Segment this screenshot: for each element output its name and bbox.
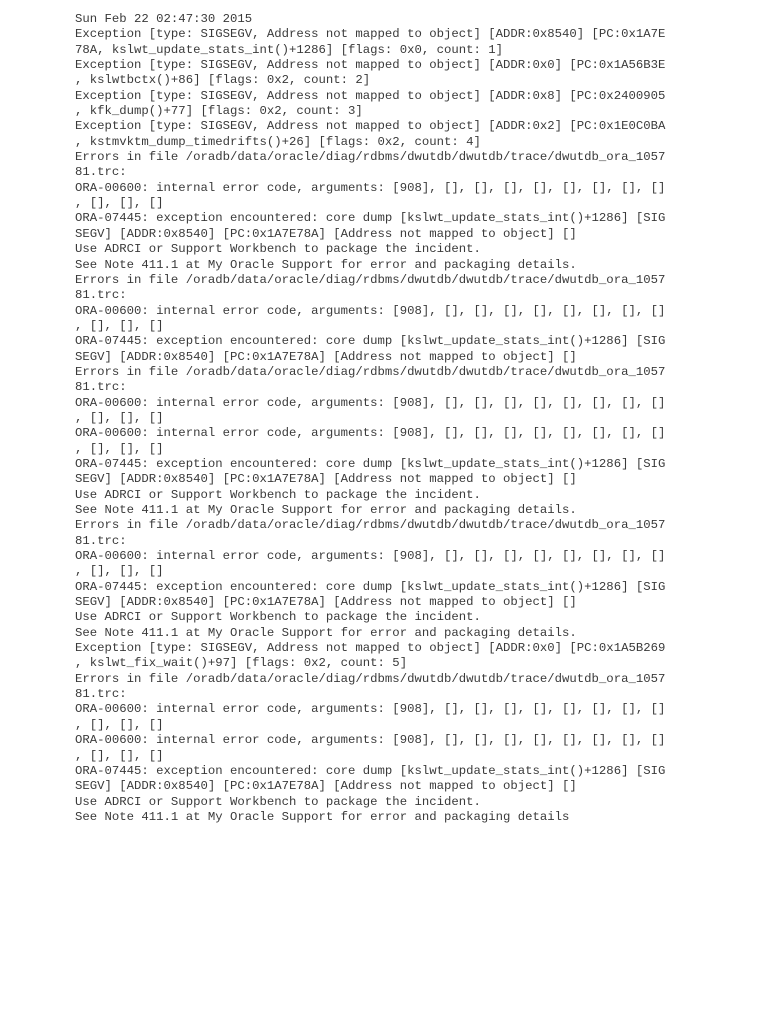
log-line: , kslwt_fix_wait()+97] [flags: 0x2, count: 5] xyxy=(75,656,408,671)
log-line: Errors in file /oradb/data/oracle/diag/rdbms/dwutdb/dwutdb/trace/dwutdb_ora_1057 xyxy=(75,518,666,533)
log-line: SEGV] [ADDR:0x8540] [PC:0x1A7E78A] [Address not mapped to object] [] xyxy=(75,226,577,241)
log-line: ORA-07445: exception encountered: core dump [kslwt_update_stats_int()+1286] [SIG xyxy=(75,579,666,594)
log-line: SEGV] [ADDR:0x8540] [PC:0x1A7E78A] [Address not mapped to object] [] xyxy=(75,779,577,794)
log-line: ORA-00600: internal error code, arguments: [908], [], [], [], [], [], [], [], [] xyxy=(75,395,666,410)
log-line: 81.trc: xyxy=(75,165,127,180)
log-line: ORA-07445: exception encountered: core dump [kslwt_update_stats_int()+1286] [SIG xyxy=(75,456,666,471)
log-line: 78A, kslwt_update_stats_int()+1286] [flags: 0x0, count: 1] xyxy=(75,42,504,57)
log-line: , [], [], [] xyxy=(75,717,164,732)
log-line: 81.trc: xyxy=(75,380,127,395)
log-line: Use ADRCI or Support Workbench to package the incident. xyxy=(75,487,481,502)
log-line: See Note 411.1 at My Oracle Support for error and packaging details. xyxy=(75,503,577,517)
log-line: , [], [], [] xyxy=(75,748,164,763)
log-line: See Note 411.1 at My Oracle Support for error and packaging details xyxy=(75,809,570,824)
log-line: , [], [], [] xyxy=(75,441,164,456)
log-line: 81.trc: xyxy=(75,533,127,548)
log-line: Exception [type: SIGSEGV, Address not mapped to object] [ADDR:0x2] [PC:0x1E0C0BA xyxy=(75,119,666,134)
log-line: ORA-07445: exception encountered: core dump [kslwt_update_stats_int()+1286] [SIG xyxy=(75,763,666,778)
log-line: , [], [], [] xyxy=(75,318,164,333)
log-line: See Note 411.1 at My Oracle Support for error and packaging details. xyxy=(75,257,577,272)
log-line: ORA-00600: internal error code, arguments: [908], [], [], [], [], [], [], [], [] xyxy=(75,426,666,441)
log-line: Errors in file /oradb/data/oracle/diag/rdbms/dwutdb/dwutdb/trace/dwutdb_ora_1057 xyxy=(75,272,666,287)
log-line: Exception [type: SIGSEGV, Address not mapped to object] [ADDR:0x0] [PC:0x1A5B269 xyxy=(75,641,666,656)
log-line: , kslwtbctx()+86] [flags: 0x2, count: 2] xyxy=(75,73,371,88)
log-line: SEGV] [ADDR:0x8540] [PC:0x1A7E78A] [Address not mapped to object] [] xyxy=(75,595,577,610)
log-line: SEGV] [ADDR:0x8540] [PC:0x1A7E78A] [Address not mapped to object] [] xyxy=(75,349,577,364)
log-line: ORA-00600: internal error code, arguments: [908], [], [], [], [], [], [], [], [] xyxy=(75,180,666,195)
log-line: Errors in file /oradb/data/oracle/diag/rdbms/dwutdb/dwutdb/trace/dwutdb_ora_1057 xyxy=(75,671,666,686)
log-line: Exception [type: SIGSEGV, Address not mapped to object] [ADDR:0x8] [PC:0x2400905 xyxy=(75,88,666,103)
log-line: , kfk_dump()+77] [flags: 0x2, count: 3] xyxy=(75,104,363,119)
log-line: ORA-00600: internal error code, arguments: [908], [], [], [], [], [], [], [], [] xyxy=(75,549,666,564)
log-line: Exception [type: SIGSEGV, Address not mapped to object] [ADDR:0x0] [PC:0x1A56B3E xyxy=(75,58,666,73)
log-line: See Note 411.1 at My Oracle Support for error and packaging details. xyxy=(75,625,577,640)
log-line: Sun Feb 22 02:47:30 2015 xyxy=(75,12,253,26)
log-line: , kstmvktm_dump_timedrifts()+26] [flags: 0x2, count: 4] xyxy=(75,134,481,149)
log-line: ORA-00600: internal error code, arguments: [908], [], [], [], [], [], [], [], [] xyxy=(75,733,666,748)
log-line: Use ADRCI or Support Workbench to package the incident. xyxy=(75,242,481,257)
log-line: 81.trc: xyxy=(75,687,127,702)
log-line: Use ADRCI or Support Workbench to package the incident. xyxy=(75,610,481,625)
log-line: ORA-07445: exception encountered: core dump [kslwt_update_stats_int()+1286] [SIG xyxy=(75,211,666,226)
log-line: Errors in file /oradb/data/oracle/diag/rdbms/dwutdb/dwutdb/trace/dwutdb_ora_1057 xyxy=(75,364,666,379)
alert-log-text xyxy=(75,12,715,825)
log-line: ORA-00600: internal error code, arguments: [908], [], [], [], [], [], [], [], [] xyxy=(75,303,666,318)
log-line: , [], [], [] xyxy=(75,196,164,211)
log-line: 81.trc: xyxy=(75,288,127,303)
log-line: Exception [type: SIGSEGV, Address not mapped to object] [ADDR:0x8540] [PC:0x1A7E xyxy=(75,27,666,42)
log-line: ORA-00600: internal error code, arguments: [908], [], [], [], [], [], [], [], [] xyxy=(75,702,666,717)
log-line: , [], [], [] xyxy=(75,410,164,425)
log-line: Errors in file /oradb/data/oracle/diag/rdbms/dwutdb/dwutdb/trace/dwutdb_ora_1057 xyxy=(75,150,666,165)
log-line: , [], [], [] xyxy=(75,564,164,579)
log-line: ORA-07445: exception encountered: core dump [kslwt_update_stats_int()+1286] [SIG xyxy=(75,334,666,349)
log-line: Use ADRCI or Support Workbench to package the incident. xyxy=(75,794,481,809)
log-line: SEGV] [ADDR:0x8540] [PC:0x1A7E78A] [Address not mapped to object] [] xyxy=(75,472,577,487)
